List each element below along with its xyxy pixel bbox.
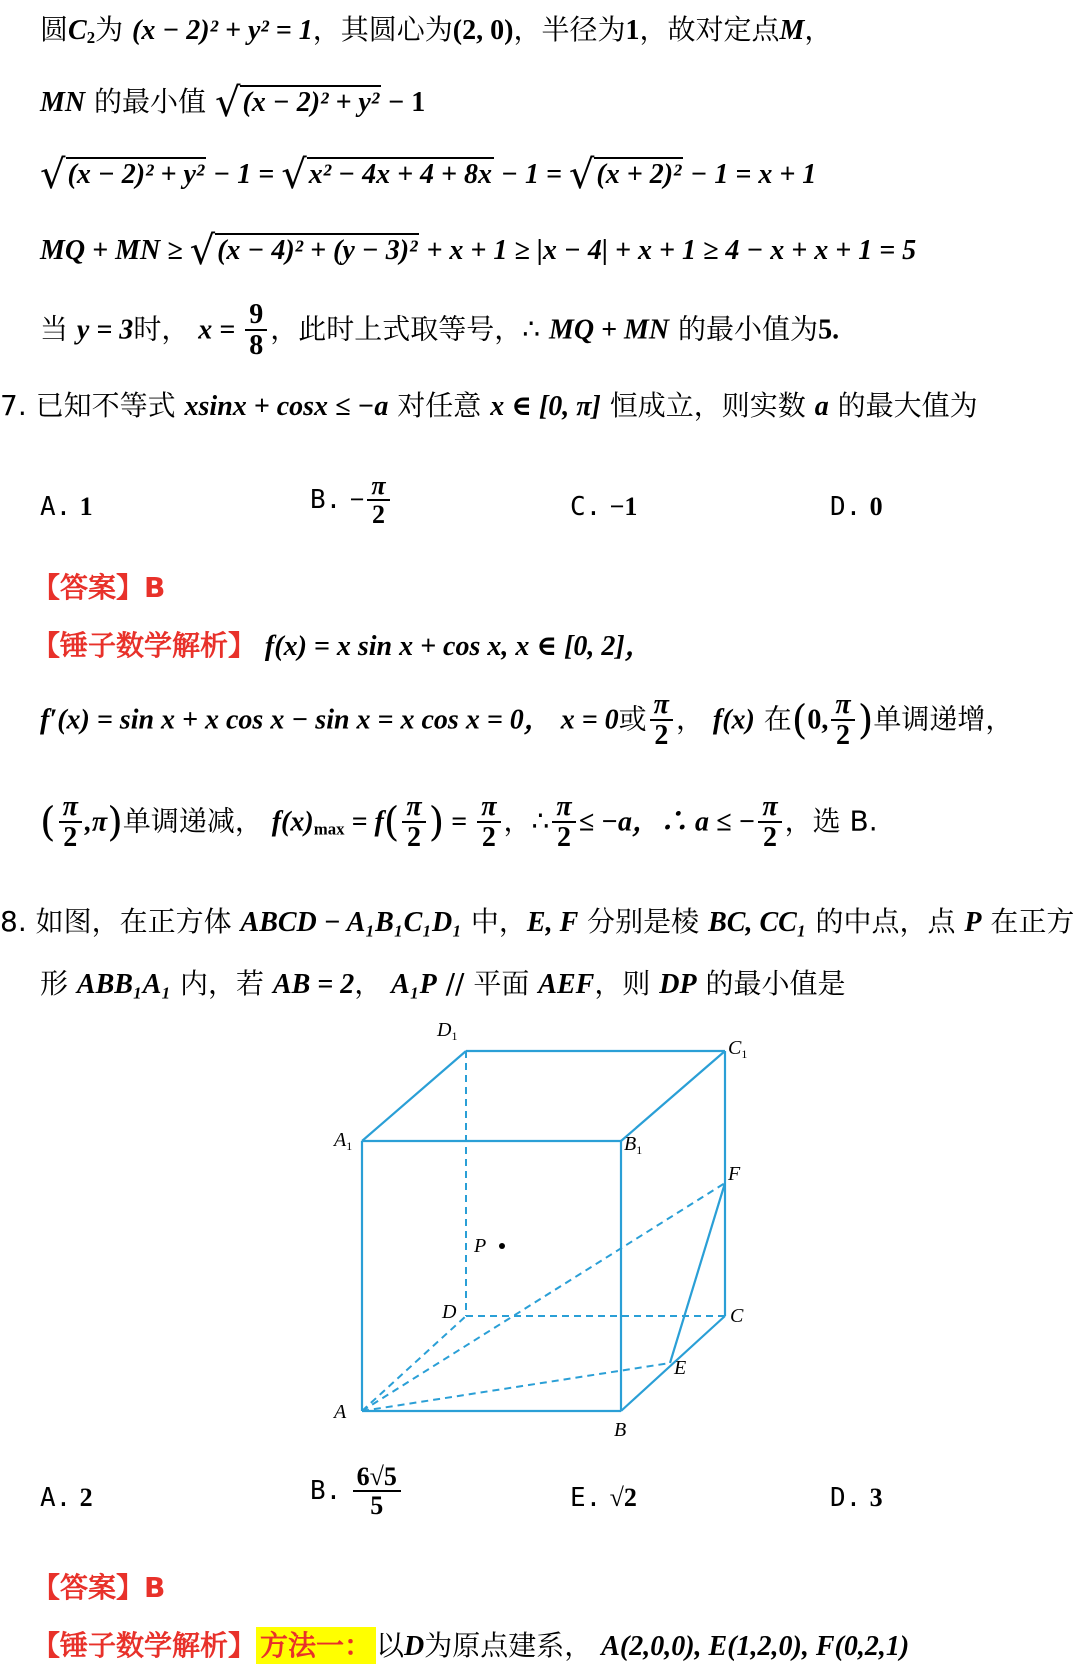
option-label: D. [830, 492, 862, 522]
label-c1: $C_1$ [728, 1037, 748, 1061]
fraction [353, 1463, 401, 1520]
math-sub: 2 [86, 28, 96, 48]
label-e: E [674, 1357, 687, 1379]
text: ，∴ [503, 804, 550, 838]
denominator: 2 [654, 720, 669, 752]
math: (2, 0) [452, 15, 514, 46]
math: = f [344, 806, 384, 838]
label-b: B [614, 1419, 627, 1441]
denominator: 2 [557, 822, 572, 854]
math-radicand: (x − 2)² + y² [67, 159, 205, 190]
math-radicand: (x − 2)² + y² [242, 87, 380, 118]
math: D [404, 1631, 425, 1662]
math: 5. [818, 314, 840, 346]
text: 单调递减， [122, 804, 263, 838]
math: MQ + MN [548, 314, 670, 346]
math: ≤ −a [578, 806, 633, 838]
option-value: 1 [79, 492, 93, 521]
option-d[interactable] [830, 1483, 883, 1513]
option-value: −1 [609, 492, 638, 521]
text: ，此时上式取等号，∴ [270, 312, 541, 346]
math-radicand: (x + 2)² [596, 159, 682, 190]
math: MN [40, 87, 86, 118]
math: xsinx + cosx ≤ −a [184, 391, 389, 422]
denominator: 2 [407, 822, 422, 854]
sqrt-sign: √ [568, 152, 595, 198]
solution-label: 【锤子数学解析】 [32, 629, 257, 662]
math: AB = 2 [272, 969, 355, 1000]
math: x = [198, 314, 243, 346]
numerator: π [367, 472, 389, 501]
paren: ( [791, 697, 808, 744]
method-badge: 方法一： [256, 1627, 376, 1664]
label-b1: $B_1$ [624, 1133, 643, 1157]
math: − 1 [381, 87, 426, 118]
numerator: π [477, 792, 500, 823]
segment-ef [670, 1183, 725, 1363]
math: x = 0 [560, 704, 619, 736]
option-label: D. [830, 1483, 862, 1513]
numerator: π [402, 792, 425, 823]
text: 内，若 [171, 967, 273, 1000]
math: P [964, 907, 982, 938]
text: 的最小值 [94, 85, 207, 118]
text: 的最小值是 [696, 967, 846, 1000]
text: 当 [40, 312, 69, 346]
circle-equation: (x − 2)² + y² = 1 [132, 15, 313, 46]
text: 圆 [40, 13, 69, 46]
text: 或 [618, 702, 647, 736]
text: ，选 B. [784, 804, 878, 838]
sqrt-sign: √ [189, 228, 216, 274]
math: C [68, 15, 87, 46]
math: + x + 1 ≥ |x − 4| + x + 1 ≥ 4 − x + x + 1 = 5 [419, 235, 917, 266]
numerator: π [552, 792, 575, 823]
paren: ) [107, 799, 123, 846]
answer-8: 【答案】B [32, 1571, 166, 1604]
math: DP [659, 969, 697, 1000]
numerator: π [758, 792, 781, 823]
solution-label: 【锤子数学解析】 [32, 1629, 257, 1662]
paren: ) [857, 697, 874, 744]
math-sub: max [313, 819, 345, 839]
text: 分别是棱 [578, 905, 709, 938]
text: 7. 已知不等式 [0, 389, 185, 422]
text: 中， [462, 905, 527, 938]
option-value: 3 [869, 1483, 883, 1512]
math: MQ + MN ≥ [40, 235, 190, 266]
numerator: π [59, 792, 82, 823]
denominator: 2 [763, 822, 777, 854]
math: = [444, 806, 475, 838]
edge-bc [621, 1316, 725, 1411]
text: 以 [376, 1629, 405, 1662]
text: 的最大值为 [828, 389, 978, 422]
math: ,π [84, 806, 108, 838]
option-label: A. [40, 492, 72, 522]
denominator: 2 [481, 822, 496, 854]
sqrt-sign: √ [40, 152, 66, 198]
math-radicand: x² − 4x + 4 + 8x [308, 159, 492, 190]
numerator: 9 [245, 300, 267, 331]
math: f(x) [712, 704, 755, 736]
text: ，故对定点 [639, 13, 780, 46]
math: y = 3 [76, 314, 134, 346]
text: ， [354, 967, 392, 1000]
label-d: D [442, 1301, 457, 1323]
math: 0, [807, 704, 829, 736]
math: A₁P [391, 969, 437, 1000]
math: M [779, 15, 805, 46]
math: x ∈ [0, π] [490, 391, 601, 422]
paren: ( [40, 799, 56, 846]
text: 的中点，点 [806, 905, 965, 938]
math: − 1 = [206, 159, 282, 190]
math: ，∴ a ≤ − [632, 806, 756, 838]
text: 为原点建系， [424, 1629, 593, 1662]
label-a: A [334, 1401, 347, 1423]
option-label: E. [570, 1483, 602, 1513]
math: − 1 = x + 1 [683, 159, 817, 190]
math: BC, CC₁ [708, 907, 807, 938]
solution-8-line-1 [32, 1624, 909, 1664]
text: ， [675, 702, 704, 736]
option-value: − [349, 484, 365, 514]
option-label: A. [40, 1483, 72, 1513]
text: 为 [95, 13, 124, 46]
denominator: 2 [836, 720, 851, 752]
label-p: P [474, 1235, 487, 1257]
denominator: 5 [370, 1491, 384, 1521]
option-label: C. [570, 492, 602, 522]
answer-7: 【答案】B [32, 571, 166, 604]
denominator: 8 [249, 330, 264, 362]
segment-af [362, 1183, 725, 1411]
paren: ( [383, 799, 400, 846]
math: ABB₁A₁ [76, 969, 172, 1000]
text: 形 [40, 967, 77, 1000]
label-d1: $D_1$ [437, 1019, 458, 1043]
math: E, F [526, 907, 579, 938]
numerator: π [650, 690, 673, 721]
sqrt-sign: √ [281, 152, 307, 198]
text: 恒成立，则实数 [600, 389, 815, 422]
paren: ) [428, 799, 445, 846]
text: ，其圆心为 [312, 13, 453, 46]
segment-ae [362, 1363, 670, 1411]
numerator: π [831, 690, 854, 721]
option-b[interactable] [310, 1463, 404, 1520]
math: − 1 = [494, 159, 569, 190]
option-label: B. [310, 1475, 342, 1506]
math: 1 [625, 15, 640, 46]
option-value: 0 [869, 492, 883, 521]
label-a1: $A_1$ [334, 1129, 353, 1153]
math: AEF [538, 969, 595, 1000]
text: ，则 [594, 967, 660, 1000]
math: a [814, 391, 829, 422]
label-c: C [730, 1305, 744, 1327]
text: 在 [763, 702, 792, 736]
numerator: 6√5 [353, 1463, 401, 1492]
option-label: B. [310, 484, 342, 515]
text: 在正方 [981, 905, 1075, 938]
denominator: 2 [372, 500, 385, 530]
math: ABCD − A₁B₁C₁D₁ [240, 907, 463, 938]
option-value: 2 [79, 1483, 93, 1512]
text: // 平面 [436, 967, 539, 1000]
math: f(x) = x sin x + cos x, x ∈ [0, 2]， [264, 631, 653, 662]
text: 对任意 [388, 389, 491, 422]
point-p-dot [499, 1243, 505, 1249]
edge-a1d1 [362, 1051, 466, 1141]
option-c[interactable] [570, 1483, 637, 1513]
math: f′(x) = sin x + x cos x − sin x = x cos x = 0， [40, 704, 552, 736]
sqrt-sign: √ [214, 80, 241, 126]
math: f(x) [271, 806, 314, 838]
math-radicand: (x − 4)² + (y − 3)² [217, 235, 418, 266]
text: 单调递增， [873, 702, 1014, 736]
text: ，半径为 [513, 13, 626, 46]
text: 时， [133, 312, 190, 346]
label-f: F [728, 1163, 741, 1185]
option-a[interactable] [40, 1483, 93, 1513]
option-value: √2 [609, 1483, 637, 1512]
edge-b1c1 [621, 1051, 725, 1141]
text: ， [804, 13, 833, 46]
math: A(2,0,0), E(1,2,0), F(0,2,1) [601, 1631, 910, 1662]
denominator: 2 [63, 822, 78, 854]
text: 8. 如图，在正方体 [0, 905, 241, 938]
text: 的最小值为 [678, 312, 819, 346]
